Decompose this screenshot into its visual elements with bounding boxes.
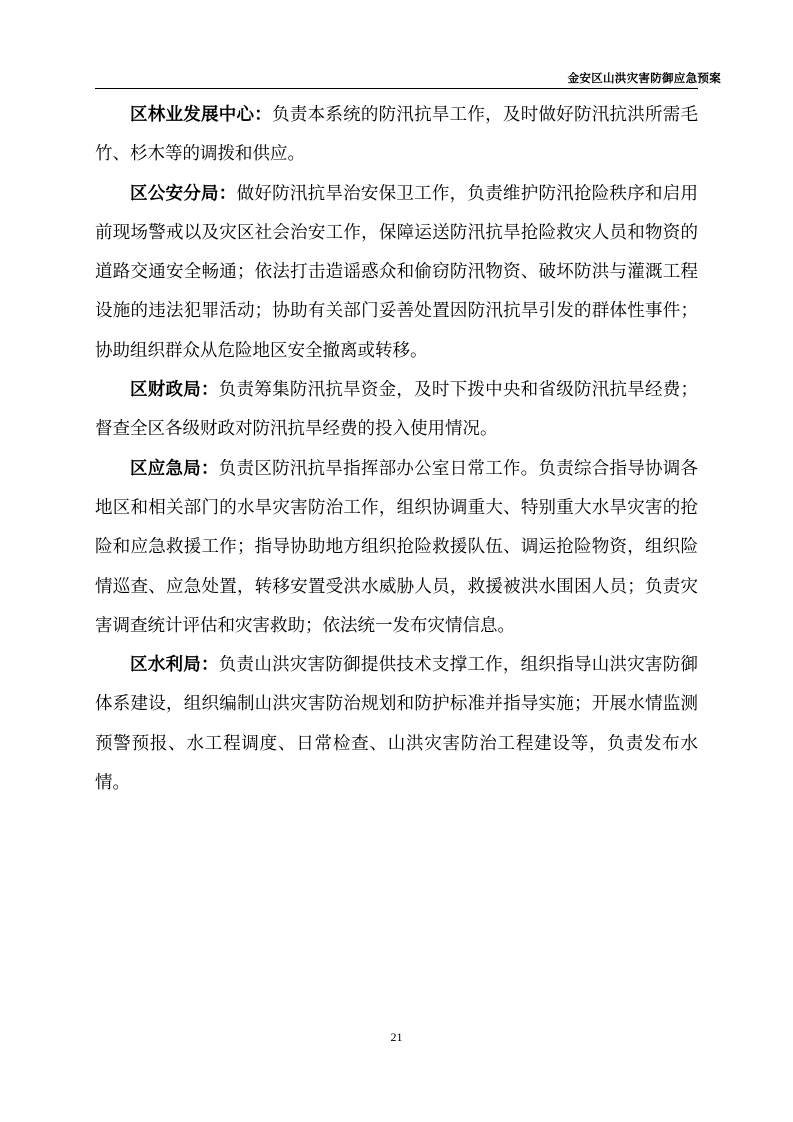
page-number: 21 [390, 1030, 403, 1044]
paragraph-text: 负责本系统的防汛抗旱工作，及时做好防汛抗洪所需毛竹、杉木等的调拨和供应。 [95, 105, 699, 165]
paragraph-heading: 区水利局： [130, 655, 219, 676]
paragraph-text: 负责筹集防汛抗旱资金，及时下拨中央和省级防汛抗旱经费；督查全区各级财政对防汛抗旱经费的投入使用情况。 [95, 380, 699, 440]
paragraph-emergency-bureau [95, 450, 698, 646]
header-divider [95, 88, 698, 89]
paragraph-water-bureau [95, 646, 698, 803]
running-header-title: 金安区山洪灾害防御应急预案 [567, 71, 721, 85]
paragraph-text: 做好防汛抗旱治安保卫工作，负责维护防汛抢险秩序和启用前现场警戒以及灾区社会治安工作，保障运送防汛抗旱抢险救灾人员和物资的道路交通安全畅通；依法打击造谣惑众和偷窃防汛物资、破坏防洪与灌溉工程设施的违法犯罪活动；协助有关部门妥善处置因防汛抗旱引发的群体性事件；协助组织群众从危险地区安全撤离或转移。 [95, 183, 699, 361]
paragraph-heading: 区应急局： [130, 458, 219, 479]
paragraph-finance-bureau [95, 371, 698, 450]
document-body [95, 96, 698, 803]
paragraph-forestry-center [95, 96, 698, 175]
paragraph-text: 负责区防汛抗旱指挥部办公室日常工作。负责综合指导协调各地区和相关部门的水旱灾害防治工作，组织协调重大、特别重大水旱灾害的抢险和应急救援工作；指导协助地方组织抢险救援队伍、调运抢险物资，组织险情巡查、应急处置，转移安置受洪水威胁人员，救援被洪水围困人员；负责灾害调查统计评估和灾害救助；依法统一发布灾情信息。 [95, 458, 699, 636]
paragraph-public-security [95, 175, 698, 371]
paragraph-heading: 区林业发展中心： [130, 105, 273, 125]
paragraph-heading: 区公安分局： [130, 183, 237, 204]
paragraph-heading: 区财政局： [130, 380, 219, 401]
paragraph-text: 负责山洪灾害防御提供技术支撑工作，组织指导山洪灾害防御体系建设，组织编制山洪灾害防治规划和防护标准并指导实施；开展水情监测预警预报、水工程调度、日常检查、山洪灾害防治工程建设等，负责发布水情。 [95, 655, 699, 794]
